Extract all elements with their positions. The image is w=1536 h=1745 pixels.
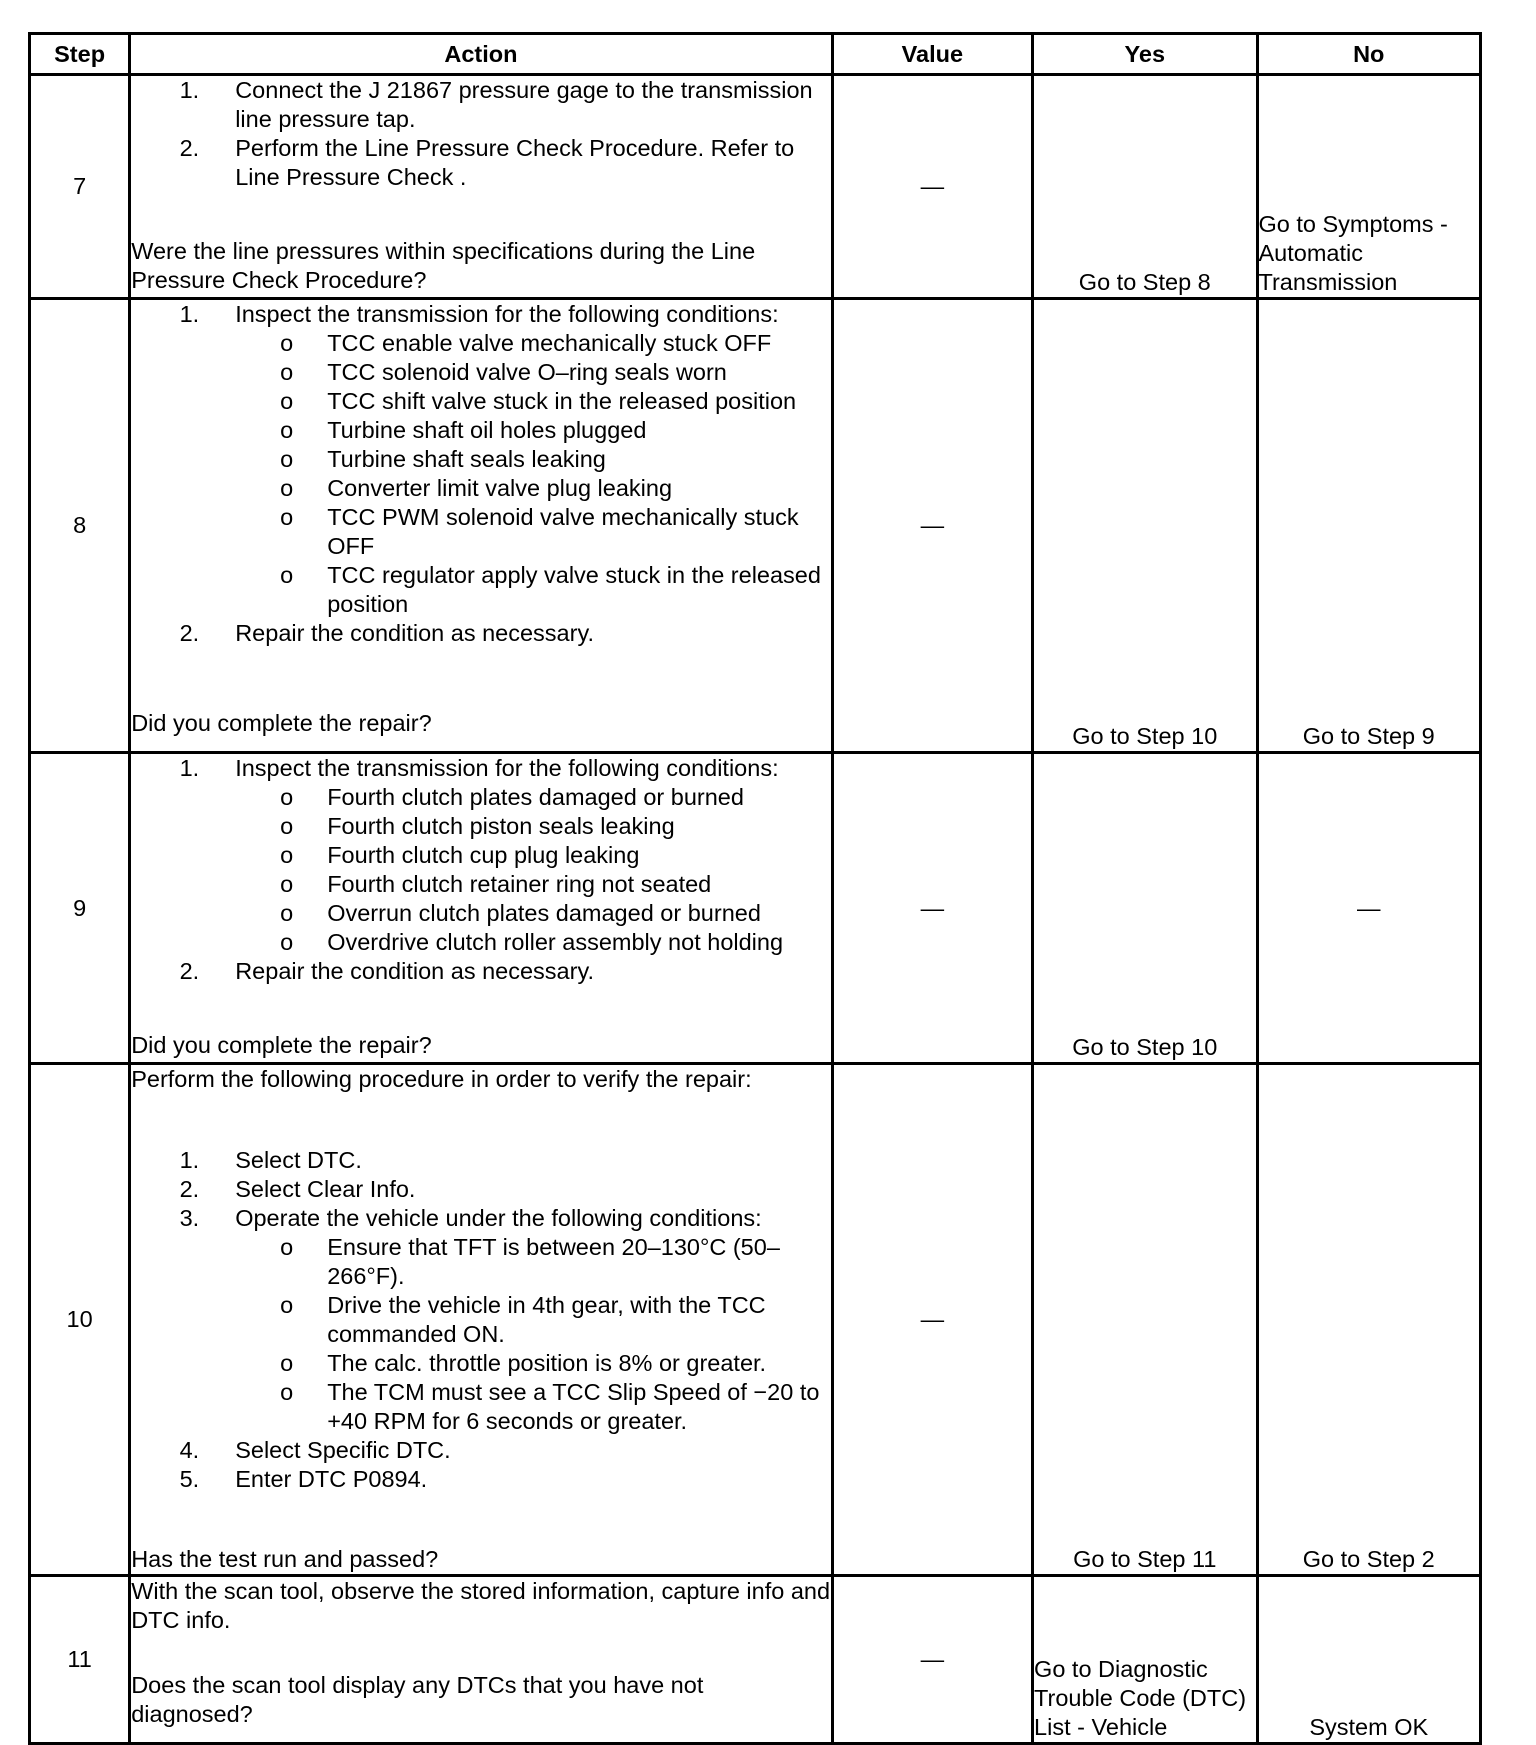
action-cell (130, 753, 832, 1064)
bullet-text: Overdrive clutch roller assembly not holding (327, 929, 784, 955)
step-index: 2. (179, 1175, 200, 1202)
spacer (131, 986, 830, 1009)
bullet-text: The calc. throttle position is 8% or greater. (327, 1349, 767, 1376)
value-cell: — (832, 299, 1032, 753)
numbered-step (131, 619, 830, 648)
numbered-step (131, 1146, 830, 1175)
bullet-text: TCC enable valve mechanically stuck OFF (327, 330, 772, 356)
bullet-icon: o (280, 475, 294, 501)
bullet-item (131, 387, 830, 416)
bullet-item (131, 812, 830, 841)
bullet-icon: o (280, 388, 294, 414)
step-text: Select Specific DTC. (235, 1436, 451, 1463)
value-cell: — (832, 1576, 1032, 1744)
bullet-item (131, 503, 830, 561)
action-cell (130, 299, 832, 753)
bullet-item (131, 358, 830, 387)
step-index: 3. (179, 1204, 200, 1231)
step-text: Enter DTC P0894. (235, 1465, 428, 1492)
bullet-item (131, 899, 830, 928)
step-text: Repair the condition as necessary. (235, 958, 594, 984)
value-cell: — (832, 753, 1032, 1064)
yes-result: Go to Step 8 (1033, 75, 1257, 299)
bullet-icon: o (280, 842, 294, 868)
spacer (131, 1519, 830, 1545)
spacer (131, 677, 830, 706)
bullet-item (131, 329, 830, 358)
table-row (30, 1064, 1481, 1576)
bullet-item (131, 870, 830, 899)
step-index: 4. (179, 1436, 200, 1463)
action-question: Has the test run and passed? (131, 1546, 439, 1572)
numbered-step (131, 1204, 830, 1233)
step-text: Select DTC. (235, 1146, 362, 1173)
numbered-step (131, 754, 830, 783)
table-row (30, 299, 1481, 753)
bullet-icon: o (280, 1349, 294, 1376)
yes-result: Go to Diagnostic Trouble Code (DTC) List - Vehicle (1033, 1576, 1257, 1744)
step-index: 1. (179, 1146, 200, 1173)
action-cell (130, 1576, 832, 1744)
no-result: — (1257, 753, 1481, 1064)
value-cell: — (832, 1064, 1032, 1576)
bullet-text: Converter limit valve plug leaking (327, 475, 673, 501)
spacer (131, 215, 830, 238)
bullet-text: Turbine shaft seals leaking (327, 446, 606, 472)
action-question: Did you complete the repair? (131, 1032, 432, 1058)
action-cell-inner (131, 1065, 830, 1574)
step-index: 5. (179, 1465, 200, 1492)
step-text: Repair the condition as necessary. (235, 620, 594, 646)
action-question: Did you complete the repair? (131, 710, 432, 736)
step-text: Operate the vehicle under the following conditions: (235, 1204, 762, 1231)
value-cell: — (832, 75, 1032, 299)
bullet-icon: o (280, 784, 294, 810)
action-cell (130, 1064, 832, 1576)
bullet-icon: o (280, 504, 294, 530)
bullet-text: Fourth clutch retainer ring not seated (327, 871, 712, 897)
spacer (131, 1635, 830, 1664)
action-intro: With the scan tool, observe the stored information, capture info and DTC info. (131, 1578, 831, 1633)
yes-result: Go to Step 10 (1033, 299, 1257, 753)
diagnostic-table (28, 32, 1482, 1745)
spacer (131, 1120, 830, 1146)
bullet-text: Fourth clutch plates damaged or burned (327, 784, 744, 810)
bullet-item (131, 928, 830, 957)
step-number: 10 (30, 1064, 130, 1576)
bullet-item (131, 1349, 830, 1378)
step-index: 2. (179, 620, 200, 646)
bullet-item (131, 561, 830, 619)
numbered-step (131, 300, 830, 329)
bullet-text: Ensure that TFT is between 20–130°C (50–266°F). (327, 1233, 780, 1289)
step-text: Select Clear Info. (235, 1175, 416, 1202)
step-index: 1. (179, 77, 200, 103)
bullet-item (131, 783, 830, 812)
bullet-item (131, 1233, 830, 1291)
step-number: 9 (30, 753, 130, 1064)
bullet-icon: o (280, 1233, 294, 1260)
step-number: 8 (30, 299, 130, 753)
numbered-step (131, 1465, 830, 1494)
header-action: Action (130, 34, 832, 75)
table-row (30, 753, 1481, 1064)
bullet-item (131, 1378, 830, 1436)
bullet-text: Fourth clutch cup plug leaking (327, 842, 640, 868)
numbered-step (131, 134, 830, 192)
action-question: Does the scan tool display any DTCs that you have not diagnosed? (131, 1672, 704, 1727)
spacer (131, 1494, 830, 1520)
bullet-icon: o (280, 871, 294, 897)
numbered-step (131, 1436, 830, 1465)
header-step: Step (30, 34, 130, 75)
bullet-text: Fourth clutch piston seals leaking (327, 813, 675, 839)
table-row (30, 75, 1481, 299)
bullet-icon: o (280, 1291, 294, 1318)
action-cell (130, 75, 832, 299)
yes-result: Go to Step 10 (1033, 753, 1257, 1064)
bullet-item (131, 474, 830, 503)
action-question: Were the line pressures within specifications during the Line Pressure Check Procedure? (131, 238, 756, 293)
bullet-icon: o (280, 813, 294, 839)
bullet-icon: o (280, 562, 294, 588)
spacer (131, 1094, 830, 1120)
numbered-step (131, 1175, 830, 1204)
bullet-text: TCC regulator apply valve stuck in the released position (327, 562, 821, 617)
header-yes: Yes (1033, 34, 1257, 75)
table-header-row (30, 34, 1481, 75)
action-intro: Perform the following procedure in order to verify the repair: (131, 1066, 752, 1092)
bullet-text: Turbine shaft oil holes plugged (327, 417, 647, 443)
step-text: Inspect the transmission for the following conditions: (235, 301, 779, 327)
bullet-text: TCC shift valve stuck in the released position (327, 388, 797, 414)
bullet-icon: o (280, 330, 294, 356)
bullet-text: Overrun clutch plates damaged or burned (327, 900, 761, 926)
no-result: Go to Step 2 (1257, 1064, 1481, 1576)
step-text: Inspect the transmission for the following conditions: (235, 755, 779, 781)
action-cell-inner (131, 300, 830, 738)
step-index: 1. (179, 301, 200, 327)
bullet-text: TCC solenoid valve O–ring seals worn (327, 359, 727, 385)
action-cell-inner (131, 1577, 830, 1729)
bullet-icon: o (280, 929, 294, 955)
step-index: 2. (179, 135, 200, 161)
no-result: Go to Step 9 (1257, 299, 1481, 753)
bullet-icon: o (280, 417, 294, 443)
step-number: 11 (30, 1576, 130, 1744)
step-number: 7 (30, 75, 130, 299)
numbered-step (131, 76, 830, 134)
bullet-item (131, 1291, 830, 1349)
spacer (131, 1009, 830, 1032)
step-text: Perform the Line Pressure Check Procedure. Refer to Line Pressure Check . (235, 135, 795, 190)
bullet-text: The TCM must see a TCC Slip Speed of −20 to +40 RPM for 6 seconds or greater. (327, 1378, 820, 1434)
bullet-text: Drive the vehicle in 4th gear, with the TCC commanded ON. (327, 1291, 766, 1347)
bullet-item (131, 416, 830, 445)
step-index: 2. (179, 958, 200, 984)
bullet-text: TCC PWM solenoid valve mechanically stuck OFF (327, 504, 799, 559)
bullet-icon: o (280, 1378, 294, 1405)
action-cell-inner (131, 754, 830, 1060)
numbered-step (131, 957, 830, 986)
header-no: No (1257, 34, 1481, 75)
table-row (30, 1576, 1481, 1744)
step-index: 1. (179, 755, 200, 781)
yes-result: Go to Step 11 (1033, 1064, 1257, 1576)
spacer (131, 192, 830, 215)
no-result: System OK (1257, 1576, 1481, 1744)
bullet-item (131, 841, 830, 870)
bullet-item (131, 445, 830, 474)
step-text: Connect the J 21867 pressure gage to the transmission line pressure tap. (235, 77, 813, 132)
bullet-icon: o (280, 900, 294, 926)
action-cell-inner (131, 76, 830, 295)
bullet-icon: o (280, 446, 294, 472)
no-result: Go to Symptoms - Automatic Transmission (1257, 75, 1481, 299)
spacer (131, 648, 830, 677)
bullet-icon: o (280, 359, 294, 385)
header-value: Value (832, 34, 1032, 75)
